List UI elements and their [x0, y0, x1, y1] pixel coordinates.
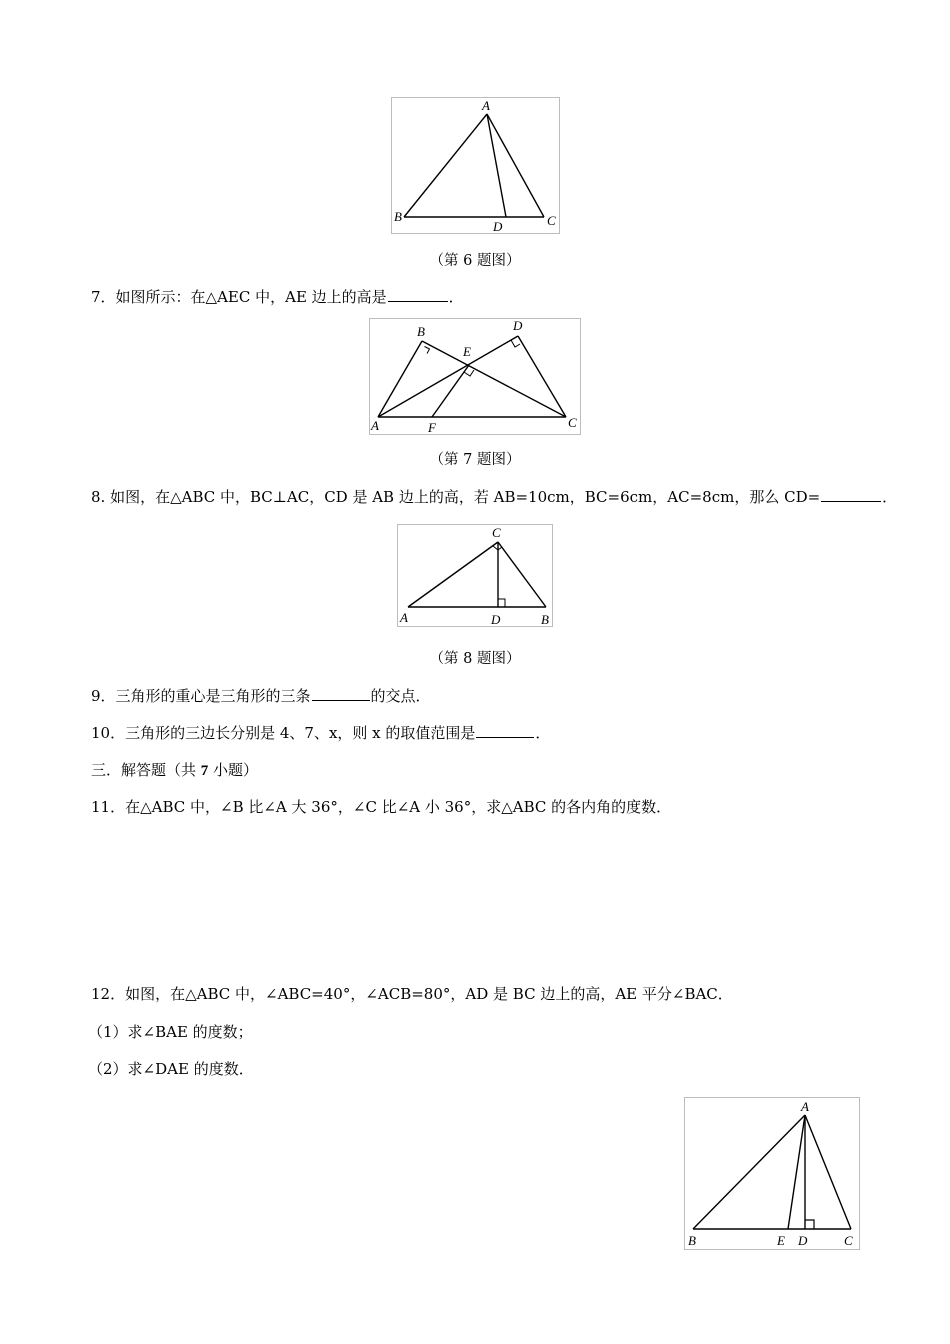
question-10-end: ． [535, 724, 551, 742]
figure-8-diagram [398, 525, 552, 626]
fig12-label-a: A [801, 1099, 809, 1114]
fig7-label-b: B [417, 324, 425, 339]
fig12-side-ab [693, 1115, 805, 1229]
section-3-count: 7 [200, 763, 209, 779]
fig12-label-c: C [844, 1233, 853, 1248]
fig12-side-ac [805, 1115, 851, 1229]
figure-7-caption: （第 7 题图） [429, 452, 521, 468]
fig7-segment-ad [378, 336, 518, 417]
fig8-label-c: C [492, 525, 501, 540]
fig7-label-d: D [513, 319, 523, 333]
fig12-right-angle-d [805, 1220, 814, 1229]
fig8-side-ac [408, 542, 498, 607]
question-9 [91, 685, 431, 706]
figure-8 [397, 524, 553, 627]
figure-12-diagram [685, 1098, 859, 1249]
fig12-label-e: E [777, 1233, 785, 1248]
fig8-side-bc [498, 542, 546, 607]
figure-6 [391, 97, 560, 234]
fig7-segment-ab [378, 341, 422, 417]
question-10-text: 10．三角形的三边长分别是 4、7、x，则 x 的取值范围是 [91, 724, 476, 742]
figure-7 [369, 318, 581, 435]
figure-8-caption: （第 8 题图） [429, 651, 521, 667]
fig6-label-c: C [547, 213, 556, 228]
figure-7-diagram [370, 319, 580, 434]
fig8-label-d: D [491, 612, 501, 626]
fig8-right-angle-d [498, 599, 505, 607]
question-7 [91, 286, 464, 307]
question-7-end: ． [448, 288, 464, 306]
fig12-label-d: D [798, 1233, 808, 1248]
answer-blank-9[interactable] [312, 685, 370, 701]
fig6-label-d: D [493, 219, 503, 233]
fig7-label-f: F [428, 420, 436, 434]
fig7-label-e: E [463, 344, 471, 359]
question-12: 12．如图，在△ABC 中，∠ABC=40°，∠ACB=80°，AD 是 BC 边上的高，AE 平分∠BAC． [91, 985, 733, 1003]
fig7-segment-fe [432, 365, 469, 417]
section-3-heading [91, 760, 258, 781]
question-8 [91, 486, 897, 507]
fig6-label-b: B [394, 209, 402, 224]
question-8-text: 8. 如图，在△ABC 中，BC⊥AC，CD 是 AB 边上的高，若 AB=10cm，BC=6cm，AC=8cm，那么 CD= [91, 488, 821, 506]
section-3-title-a: 三．解答题（共 [91, 761, 201, 779]
fig7-right-angle-d [511, 340, 520, 347]
answer-blank-7[interactable] [388, 286, 448, 302]
fig6-side-ac [487, 114, 544, 217]
figure-6-caption: （第 6 题图） [429, 253, 521, 269]
answer-blank-8[interactable] [821, 486, 881, 502]
fig8-label-a: A [400, 610, 408, 625]
question-12-part-1: （1）求∠BAE 的度数； [88, 1023, 253, 1041]
fig7-right-angle-b [425, 347, 430, 354]
fig7-label-c: C [568, 415, 577, 430]
section-3-title-b: 小题） [208, 761, 259, 779]
question-9-text: 9．三角形的重心是三角形的三条 [91, 687, 311, 705]
figure-6-diagram [392, 98, 559, 233]
question-10 [91, 722, 550, 743]
fig6-label-a: A [482, 98, 490, 113]
answer-blank-10[interactable] [476, 722, 534, 738]
fig6-segment-ad [487, 114, 506, 217]
fig12-label-b: B [688, 1233, 696, 1248]
question-8-end: ． [882, 488, 898, 506]
question-9-end: 的交点． [370, 687, 431, 705]
question-7-text: 7．如图所示：在△AEC 中，AE 边上的高是 [91, 288, 387, 306]
fig12-segment-ae [788, 1115, 805, 1229]
question-12-part-2: （2）求∠DAE 的度数． [88, 1060, 254, 1078]
fig8-label-b: B [541, 612, 549, 626]
question-11: 11．在△ABC 中，∠B 比∠A 大 36°，∠C 比∠A 小 36°，求△ABC 的各内角的度数． [91, 798, 672, 816]
fig6-side-ab [404, 114, 487, 217]
fig7-label-a: A [371, 418, 379, 433]
figure-12 [684, 1097, 860, 1250]
